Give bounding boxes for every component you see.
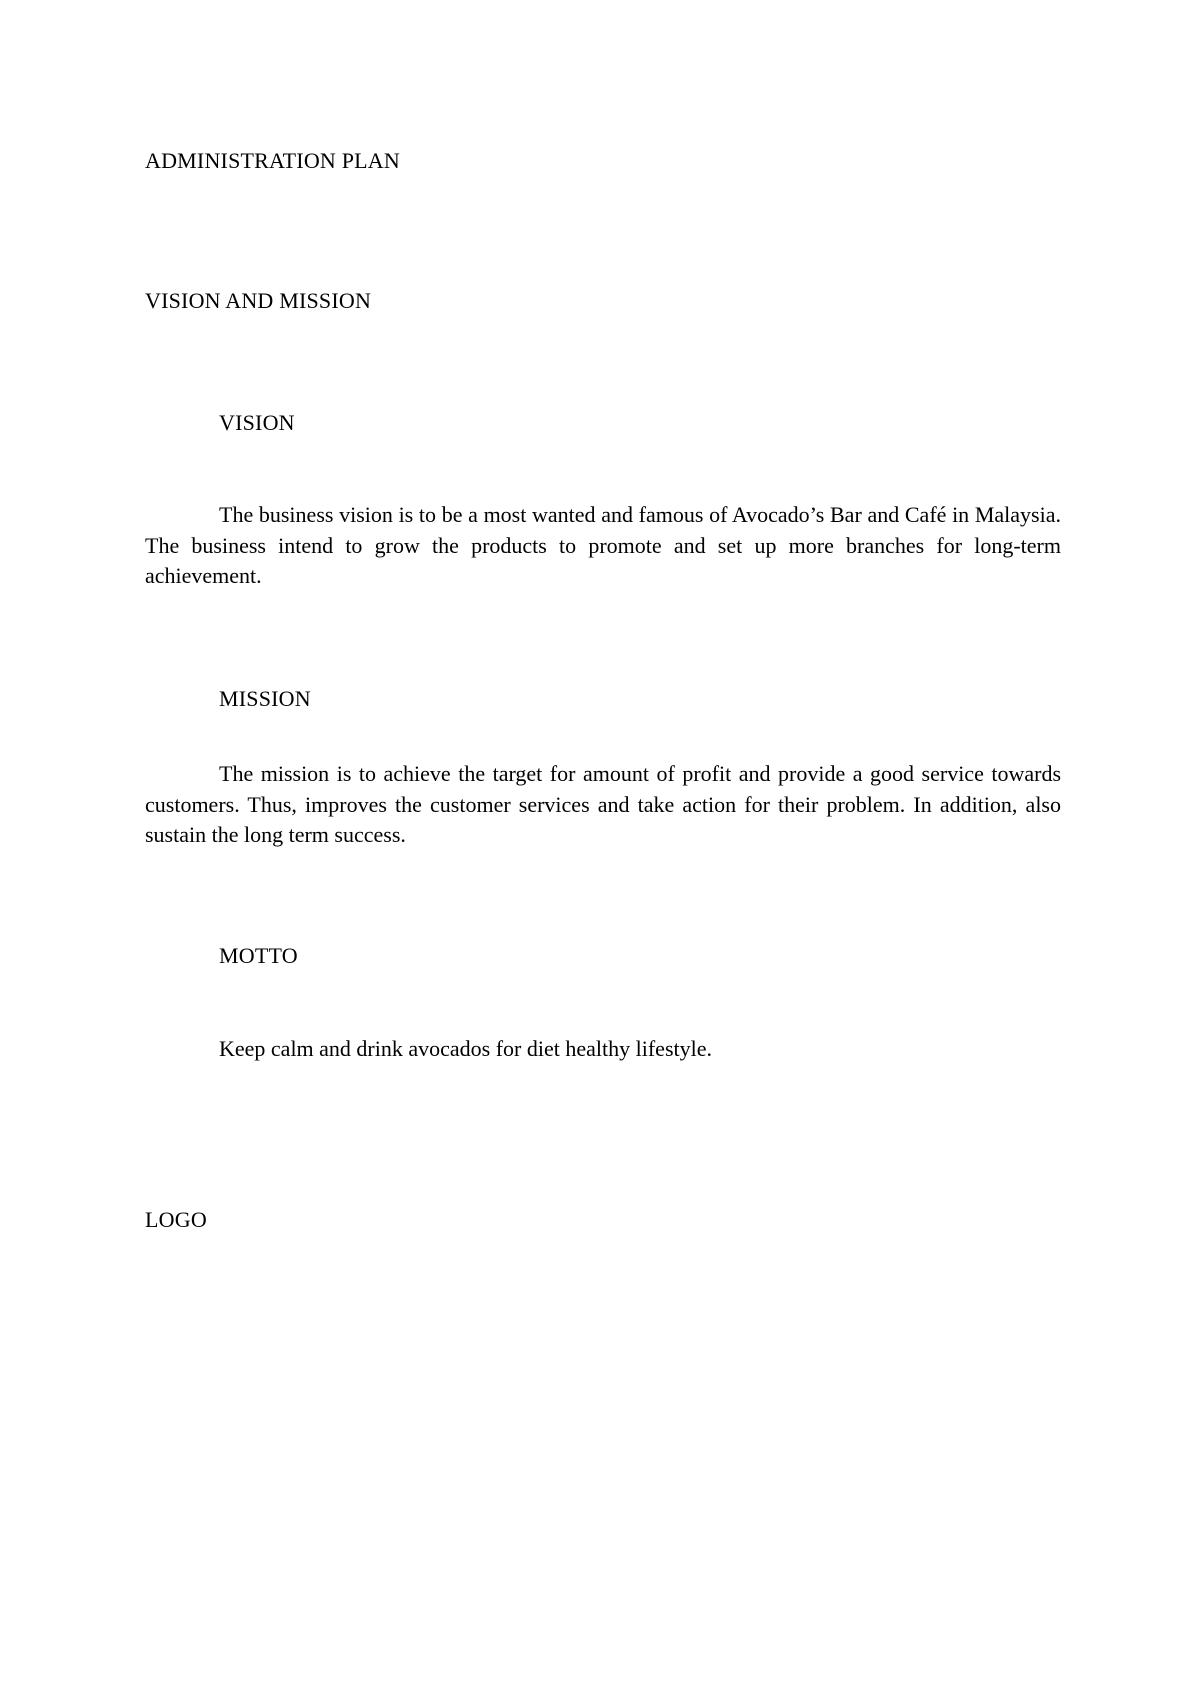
vision-heading: VISION <box>219 410 295 435</box>
vision-paragraph: The business vision is to be a most wanted and famous of Avocado’s Bar and Café in Malaysia. The business intend to grow the products to promote and set up more branches for long-term achievement. <box>145 502 1061 588</box>
motto-heading: MOTTO <box>219 943 298 968</box>
section-heading-vision-and-mission: VISION AND MISSION <box>145 288 372 313</box>
logo-heading: LOGO <box>145 1207 207 1232</box>
mission-heading: MISSION <box>219 686 311 711</box>
document-title: ADMINISTRATION PLAN <box>145 148 400 173</box>
motto-paragraph: Keep calm and drink avocados for diet healthy lifestyle. <box>219 1036 712 1061</box>
mission-paragraph: The mission is to achieve the target for amount of profit and provide a good service towards customers. Thus, improves the customer services and take action for their problem. In addition, also sustain the long term success. <box>145 761 1061 847</box>
